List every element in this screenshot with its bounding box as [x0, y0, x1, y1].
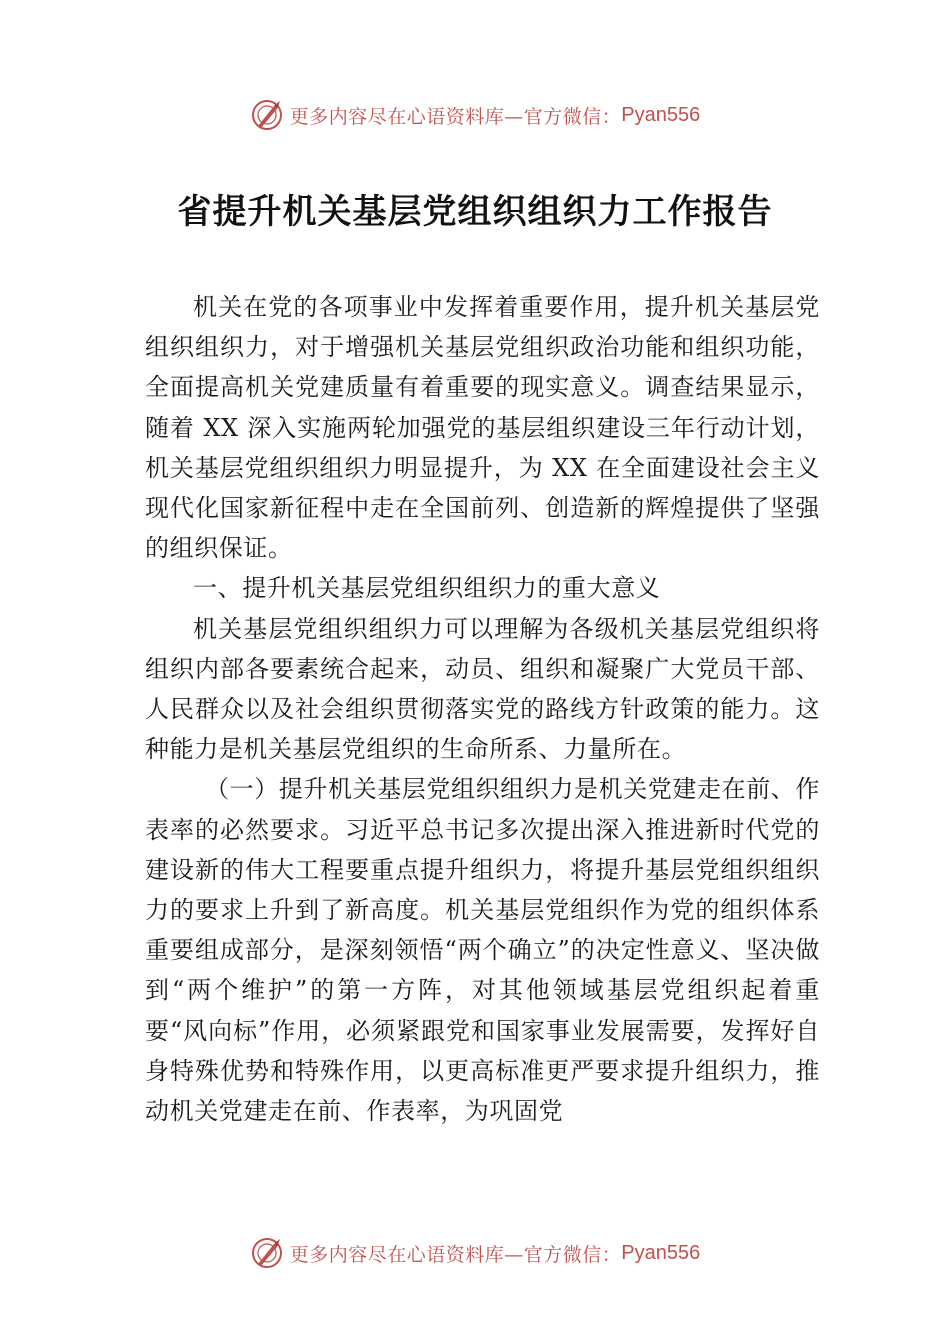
body-paragraph: 机关在党的各项事业中发挥着重要作用，提升机关基层党组织组织力，对于增强机关基层党组织政治功能和组织功能，全面提高机关党建质量有着重要的现实意义。调查结果显示，随着 XX 深入实施两轮加强党的基层组织建设三年行动计划，机关基层党组织组织力明显提升，为 XX 在全面建设社会主义现代化国家新征程中走在全国前列、创造新的辉煌提供了坚强的组织保证。 [145, 293, 820, 563]
watermark-handle: Pyan556 [621, 1241, 701, 1264]
watermark-label: 更多内容尽在心语资料库—官方微信： [289, 105, 622, 128]
quill-logo-icon [250, 1236, 284, 1270]
watermark-handle: Pyan556 [621, 103, 701, 126]
watermark-banner-top [0, 95, 950, 135]
subsection-paragraph: （一）提升机关基层党组织组织力是机关党建走在前、作表率的必然要求。习近平总书记多次提出深入推进新时代党的建设新的伟大工程要重点提升组织力，将提升基层党组织组织力的要求上升到了新高度。机关基层党组织作为党的组织体系重要组成部分，是深刻领悟“两个确立”的决定性意义、坚决做到“两个维护”的第一方阵，对其他领域基层党组织起着重要“风向标”作用，必须紧跟党和国家事业发展需要，发挥好自身特殊优势和特殊作用，以更高标准更严要求提升组织力，推动机关党建走在前、作表率，为巩固党 [145, 775, 820, 1126]
document-title: 省提升机关基层党组织组织力工作报告 [177, 192, 773, 232]
body-paragraph: 机关基层党组织组织力可以理解为各级机关基层党组织将组织内部各要素统合起来，动员、组织和凝聚广大党员干部、人民群众以及社会组织贯彻落实党的路线方针政策的能力。这种能力是机关基层党组织的生命所系、力量所在。 [145, 614, 820, 764]
section-heading: 一、提升机关基层党组织组织力的重大意义 [193, 574, 661, 603]
watermark-banner-bottom [0, 1233, 950, 1273]
watermark-label: 更多内容尽在心语资料库—官方微信： [289, 1243, 622, 1266]
quill-logo-icon [250, 98, 284, 132]
document-body [145, 287, 820, 1131]
